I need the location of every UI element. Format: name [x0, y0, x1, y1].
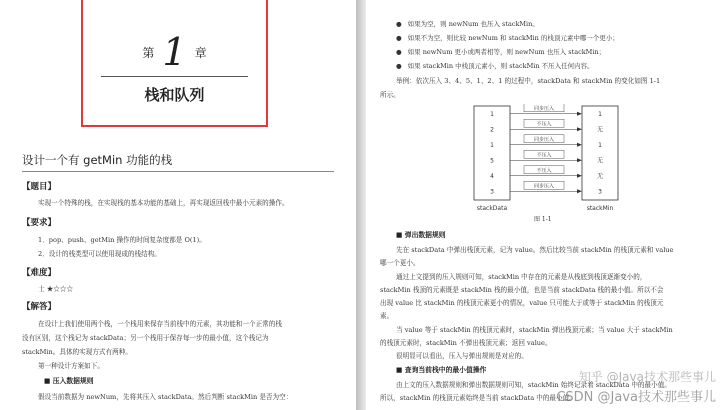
stackmin-value: 3	[598, 188, 602, 196]
answer-label: 【解答】	[22, 302, 57, 312]
stackmin-value: 无	[596, 126, 604, 134]
stackmin-box	[582, 106, 618, 200]
arrow-label: 不压入	[536, 152, 552, 159]
arrow-head-icon	[577, 127, 582, 131]
stackdata-value: 2	[490, 126, 494, 134]
bullet-icon: ●	[396, 34, 402, 42]
stackdata-label: stackData	[476, 205, 508, 212]
chapter-prefix: 第	[142, 46, 155, 60]
chapter-number: 1	[162, 30, 187, 74]
arrow-head-icon	[577, 158, 582, 162]
bullet-icon: ■	[396, 366, 405, 374]
pop-detail-line: 当 value 等于 stackMin 的栈顶元素时，stackMin 弹出栈顶元素；当 value 大于 stackMin	[396, 326, 673, 334]
arrow-head-icon	[577, 189, 582, 193]
example-line: 举例：依次压入 3、4、5、1、2、1 的过程中，stackData 和 stackMin 的变化如图 1-1	[396, 77, 661, 85]
chapter-number-row	[83, 30, 266, 74]
query-line: 由上文的压入数据规则和弹出数据规则可知，stackMin 始终记录着 stackData 中的最小值。	[396, 381, 671, 389]
push-bullet	[396, 60, 594, 72]
arrow-label: 同步压入	[533, 136, 555, 143]
arrow-head-icon	[577, 112, 582, 116]
difficulty-label: 【难度】	[22, 268, 57, 278]
push-bullet-text: 如果为空，则 newNum 也压入 stackMin。	[407, 20, 539, 28]
requirements-label: 【要求】	[22, 218, 57, 228]
pop-line: 先在 stackData 中弹出栈顶元素，记为 value。然后比较当前 stackMin 的栈顶元素和 value	[396, 246, 674, 254]
bullet-icon: ●	[396, 62, 402, 70]
push-bullet-text: 如果不为空，则比较 newNum 和 stackMin 的栈顶元素中哪一个更小；	[407, 34, 619, 42]
chapter-suffix: 章	[194, 46, 207, 60]
figure-stack-diagram	[466, 104, 636, 216]
pop-detail-line: 的栈顶元素时，stackMin 不弹出栈顶元素；返回 value。	[380, 339, 552, 347]
chapter-header-box	[81, 0, 268, 127]
push-bullet	[396, 18, 539, 30]
explain-line: 素。	[380, 312, 394, 320]
answer-line: 没有区别，这个栈记为 stackData；另一个栈用于保存每一步的最小值，这个栈记为	[22, 334, 269, 342]
chapter-title: 栈和队列	[144, 86, 205, 104]
problem-text: 实现一个特殊的栈，在实现栈的基本功能的基础上，再实现返回栈中最小元素的操作。	[38, 199, 289, 207]
explain-line: stackMin 栈顶的元素既是 stackMin 栈的最小值，也是当前 stackData 栈的最小值。所以不会	[380, 286, 664, 294]
book-spine	[356, 0, 366, 410]
csdn-watermark: CSDN @Java技术那些事儿	[556, 390, 716, 405]
right-page	[366, 0, 720, 410]
answer-line: stackMin。具体的实现方式有两种。	[22, 348, 132, 356]
push-bullet-text: 如果 stackMin 中栈顶元素小，则 stackMin 不压入任何内容。	[407, 62, 594, 70]
push-rule-label-text: 压入数据规则	[52, 377, 94, 385]
first-design-text: 第一种设计方案如下。	[38, 362, 104, 370]
query-line: 所以，stackMin 的栈顶元素始终是当前 stackData 中的最小值。	[380, 394, 576, 402]
problem-label: 【题目】	[22, 182, 57, 192]
stackmin-label: stackMin	[586, 205, 614, 212]
push-rule-text: 假设当前数据为 newNum，先将其压入 stackData。然后判断 stackMin 是否为空：	[38, 393, 293, 401]
difficulty-rating: 士 ★☆☆☆	[38, 285, 74, 293]
stackdata-value: 1	[490, 110, 494, 118]
answer-line: 在设计上我们使用两个栈，一个栈用来保存当前栈中的元素，其功能和一个正常的栈	[38, 320, 282, 328]
section-title: 设计一个有 getMin 功能的栈	[22, 153, 173, 167]
arrow-label: 同步压入	[533, 183, 555, 190]
bullet-icon: ●	[396, 20, 402, 28]
pop-rule-label	[396, 229, 446, 239]
stackdata-box	[474, 106, 510, 200]
chapter-divider	[101, 76, 248, 77]
zhihu-watermark: 知乎 @Java技术那些事儿	[578, 370, 716, 384]
stackmin-value: 无	[596, 157, 604, 165]
query-label	[396, 364, 486, 374]
push-bullet	[396, 32, 619, 44]
arrow-label: 不压入	[536, 121, 552, 128]
query-label-text: 查询当前栈中的最小值操作	[404, 366, 487, 374]
arrow-head-icon	[577, 174, 582, 178]
push-bullet	[396, 46, 605, 58]
arrow-head-icon	[577, 143, 582, 147]
arrow-label: 不压入	[536, 167, 552, 174]
pop-detail-line: 很明显可以看出，压入与弹出规则是对应的。	[396, 352, 528, 360]
pop-rule-label-text: 弹出数据规则	[404, 231, 446, 239]
stackdata-value: 5	[490, 157, 494, 165]
stackdata-value: 3	[490, 188, 494, 196]
bullet-icon: ■	[396, 231, 405, 239]
push-bullet-text: 如果 newNum 更小或两者相等，则 newNum 也压入 stackMin；	[407, 48, 606, 56]
push-rule-label	[44, 375, 94, 385]
bullet-icon: ●	[396, 48, 402, 56]
left-page	[0, 0, 356, 410]
figure-caption: 图 1-1	[534, 216, 552, 223]
stackdata-value: 1	[490, 141, 494, 149]
requirement-item: 2．设计的栈类型可以使用现成的栈结构。	[38, 250, 161, 258]
section-divider	[22, 171, 334, 172]
stackmin-value: 1	[598, 110, 602, 118]
requirement-item: 1．pop、push、getMin 操作的时间复杂度都是 O(1)。	[38, 236, 206, 244]
stackdata-value: 4	[490, 172, 494, 180]
example-line: 所示。	[380, 91, 400, 99]
stackmin-value: 1	[598, 141, 602, 149]
explain-line: 出现 value 比 stackMin 的栈顶元素更小的情况，value 只可能大于或等于 stackMin 的栈顶元	[380, 299, 664, 307]
bullet-icon: ■	[44, 377, 53, 385]
explain-line: 通过上文提到的压入规则可知，stackMin 中存在的元素是从栈底到栈顶逐渐变小的，	[396, 273, 647, 281]
figure-rows	[490, 104, 603, 195]
pop-line: 哪一个更小。	[380, 259, 420, 267]
stackmin-value: 无	[596, 172, 604, 180]
arrow-label: 同步压入	[533, 105, 555, 112]
